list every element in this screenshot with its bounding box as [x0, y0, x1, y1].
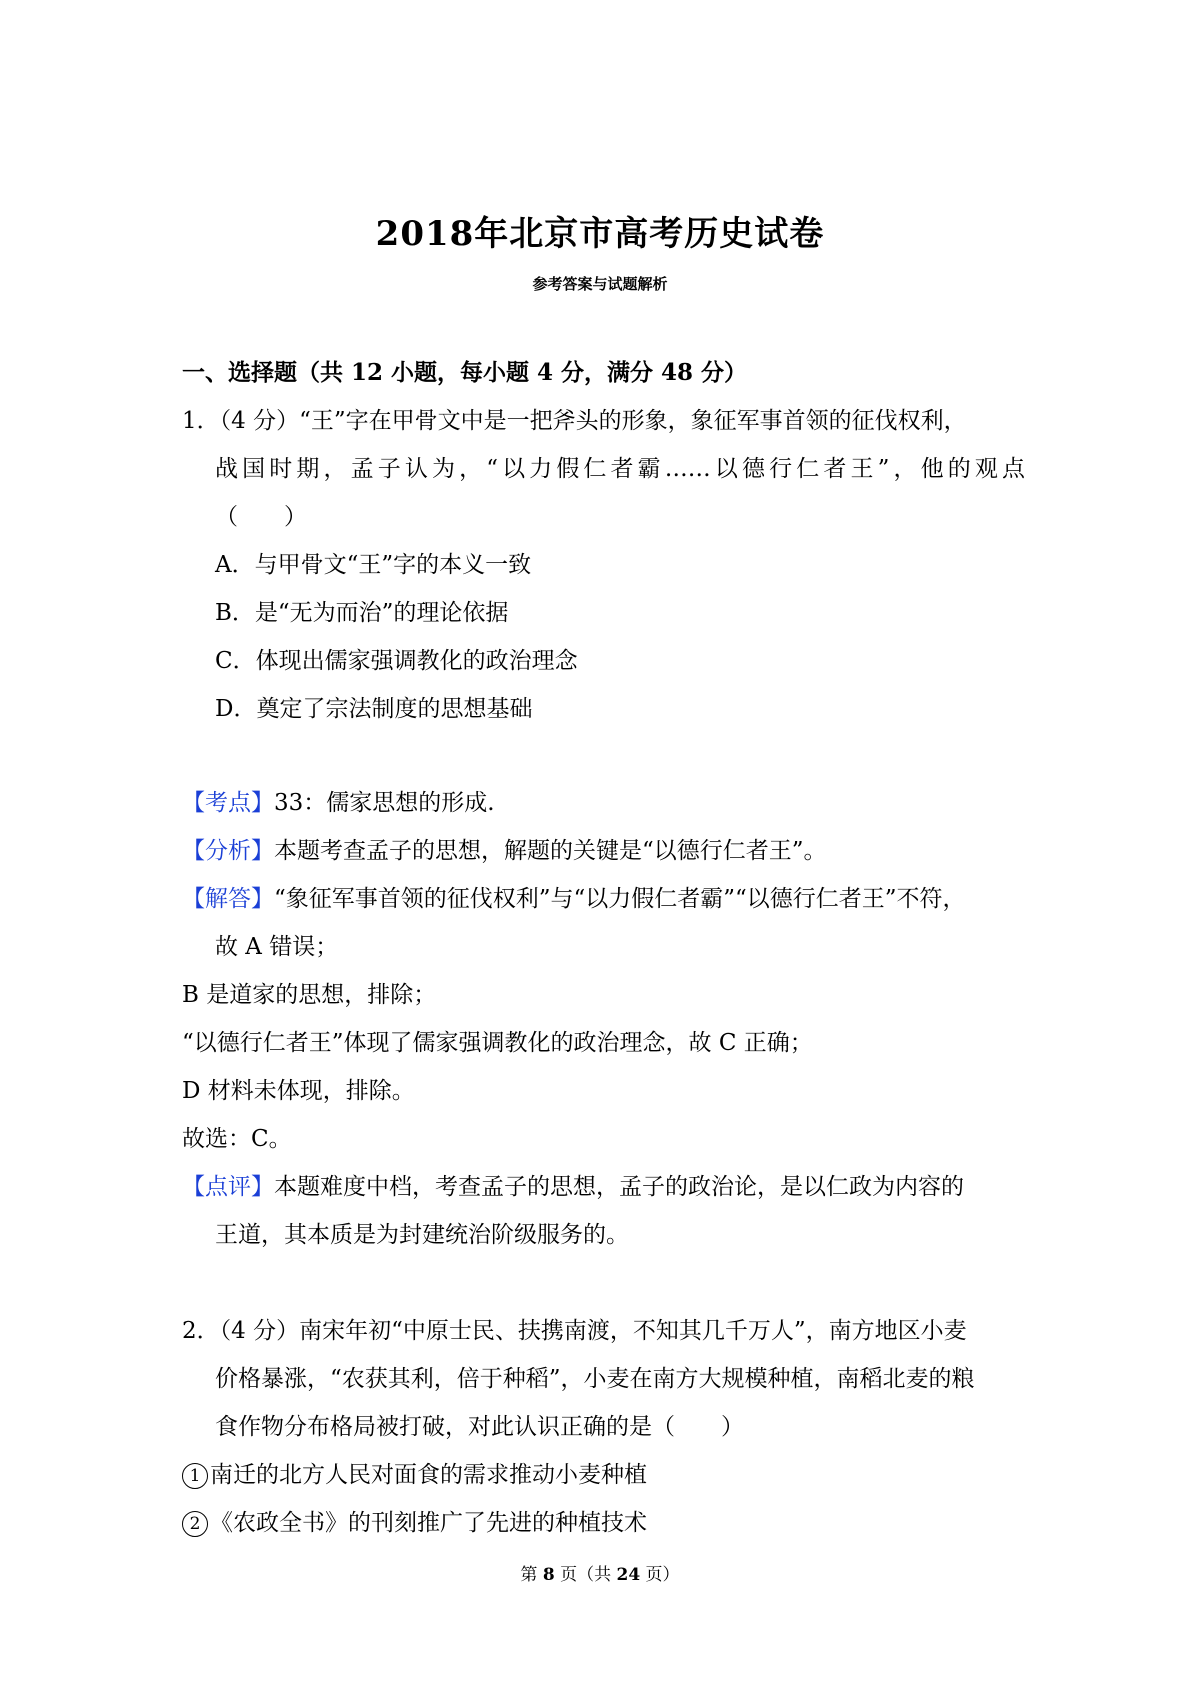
- jieda-text-1: “象征军事首领的征伐权利”与“以力假仁者霸”“以德行仁者王”不符，: [274, 886, 966, 912]
- analysis-c-line: “以德行仁者王”体现了儒家强调教化的政治理念，故 C 正确；: [182, 1030, 813, 1056]
- section-heading: 一、选择题（共 12 小题，每小题 4 分，满分 48 分）: [182, 359, 748, 386]
- jieda-line-1: [182, 884, 966, 914]
- question-2-line-3: 食作物分布格局被打破，对此认识正确的是（ ）: [215, 1414, 744, 1440]
- kaodian-text: 33：儒家思想的形成.: [274, 790, 495, 816]
- fenxi-text: 本题考查孟子的思想，解题的关键是“以德行仁者王”。: [274, 838, 827, 864]
- dianping-line-1: [182, 1172, 964, 1202]
- analysis-d-line: D 材料未体现，排除。: [182, 1078, 415, 1104]
- question-2-item-2-text: 《农政全书》的刊刻推广了先进的种植技术: [210, 1510, 647, 1536]
- kaodian-line: [182, 788, 495, 818]
- footer-suffix: 页）: [640, 1565, 680, 1585]
- question-2-line-1: 2．（4 分）南宋年初“中原士民、扶携南渡，不知其几千万人”，南方地区小麦: [182, 1318, 967, 1344]
- footer-page-number: 8: [542, 1565, 555, 1585]
- page-footer: [0, 1560, 1200, 1585]
- answer-line: 故选：C。: [182, 1126, 292, 1152]
- fenxi-line: [182, 836, 827, 866]
- question-2-item-2: [182, 1508, 647, 1538]
- dianping-text-1: 本题难度中档，考查孟子的思想，孟子的政治论，是以仁政为内容的: [274, 1174, 964, 1200]
- jieda-tag: 【解答】: [182, 886, 274, 912]
- kaodian-tag: 【考点】: [182, 790, 274, 816]
- circled-number-marker: 2: [182, 1511, 208, 1537]
- footer-middle: 页（共: [554, 1565, 617, 1585]
- question-2-line-2: 价格暴涨，“农获其利，倍于种稻”，小麦在南方大规模种植，南稻北麦的粮: [215, 1366, 975, 1392]
- question-1-line-2: 战国时期，孟子认为，“以力假仁者霸……以德行仁者王”，他的观点: [215, 456, 1025, 482]
- question-2-item-1: [182, 1460, 647, 1490]
- jieda-line-2: 故 A 错误；: [215, 934, 339, 960]
- question-1-option-d: D．奠定了宗法制度的思想基础: [215, 696, 533, 722]
- analysis-b-line: B 是道家的思想，排除；: [182, 982, 437, 1008]
- circled-number-marker: 1: [182, 1463, 208, 1489]
- question-1-line-1: 1．（4 分）“王”字在甲骨文中是一把斧头的形象，象征军事首领的征伐权利，: [182, 408, 967, 434]
- document-title: 2018年北京市高考历史试卷: [375, 214, 825, 254]
- question-1-option-b: B．是“无为而治”的理论依据: [215, 600, 509, 626]
- dianping-line-2: 王道，其本质是为封建统治阶级服务的。: [215, 1222, 629, 1248]
- question-2-item-1-text: 南迁的北方人民对面食的需求推动小麦种植: [210, 1462, 647, 1488]
- footer-total-pages: 24: [616, 1565, 641, 1585]
- document-subtitle: 参考答案与试题解析: [532, 275, 668, 293]
- question-1-option-c: C．体现出儒家强调教化的政治理念: [215, 648, 578, 674]
- fenxi-tag: 【分析】: [182, 838, 274, 864]
- footer-prefix: 第: [520, 1565, 543, 1585]
- dianping-tag: 【点评】: [182, 1174, 274, 1200]
- question-1-line-3: （ ）: [215, 504, 307, 530]
- question-1-option-a: A．与甲骨文“王”字的本义一致: [215, 552, 532, 578]
